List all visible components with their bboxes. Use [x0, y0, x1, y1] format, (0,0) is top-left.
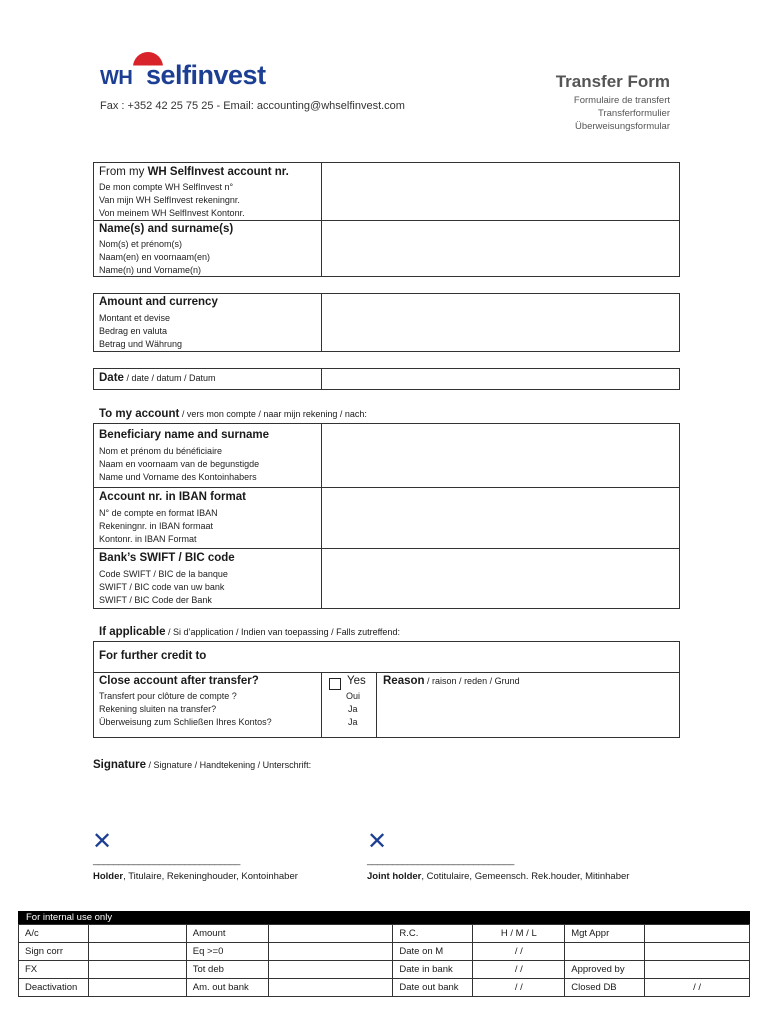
date-box [93, 368, 680, 390]
beneficiary-fr: Nom et prénom du bénéficiaire [99, 446, 223, 456]
beneficiary-de: Name und Vorname des Kontoinhabers [99, 472, 257, 482]
internal-cell[interactable] [268, 925, 393, 943]
beneficiary-field[interactable] [322, 424, 680, 487]
internal-cell: Mgt Appr [565, 925, 645, 943]
beneficiary-label: Beneficiary name and surname [99, 429, 270, 441]
holder-x-icon: ✕ [92, 828, 113, 855]
internal-row [19, 979, 750, 997]
swift-field[interactable] [322, 549, 680, 609]
internal-cell[interactable] [268, 979, 393, 997]
internal-cell: Deactivation [19, 979, 89, 997]
close-account-nl: Rekening sluiten na transfer? [99, 704, 217, 714]
amount-box [93, 293, 680, 352]
internal-cell[interactable]: / / [473, 943, 565, 961]
beneficiary-nl: Naam en voornaam van de begunstigde [99, 459, 260, 469]
subtitle-fr: Formulaire de transfert [573, 95, 670, 106]
reason-field[interactable] [377, 688, 680, 738]
amount-field[interactable] [322, 294, 680, 352]
yes-label: Yes [347, 675, 366, 687]
internal-use-header: For internal use only [18, 911, 750, 924]
internal-cell[interactable] [88, 979, 186, 997]
internal-cell: Tot deb [186, 961, 268, 979]
names-fr: Nom(s) et prénom(s) [99, 239, 183, 249]
internal-cell: A/c [19, 925, 89, 943]
internal-cell: Sign corr [19, 943, 89, 961]
from-account-de: Von meinem WH SelfInvest Kontonr. [99, 208, 245, 218]
to-account-title: To my account / vers mon compte / naar mijn rekening / nach: [99, 408, 367, 420]
internal-cell: Approved by [565, 961, 645, 979]
names-field[interactable] [322, 221, 680, 277]
internal-cell: Closed DB [565, 979, 645, 997]
joint-holder-label: Joint holder, Cotitulaire, Gemeensch. Rek.houder, Mitinhaber [367, 871, 630, 882]
date-field[interactable] [322, 369, 680, 390]
amount-de: Betrag und Währung [99, 339, 183, 349]
close-account-label: Close account after transfer? [99, 675, 259, 687]
amount-label: Amount and currency [99, 296, 218, 308]
internal-row [19, 925, 750, 943]
internal-cell[interactable]: / / [473, 979, 565, 997]
internal-row [19, 961, 750, 979]
wh-selfinvest-logo [100, 52, 280, 92]
internal-cell[interactable]: / / [645, 979, 750, 997]
logo-wh-text: WH [100, 67, 133, 89]
from-account-fr: De mon compte WH SelfInvest n° [99, 182, 234, 192]
internal-cell: FX [19, 961, 89, 979]
from-account-label: From my WH SelfInvest account nr. [99, 166, 289, 178]
internal-use-table [18, 924, 750, 997]
from-account-nl: Van mijn WH SelfInvest rekeningnr. [99, 195, 240, 205]
date-label: Date / date / datum / Datum [99, 372, 216, 384]
iban-de: Kontonr. in IBAN Format [99, 534, 197, 544]
amount-nl: Bedrag en valuta [99, 326, 168, 336]
names-nl: Naam(en) en voornaam(en) [99, 252, 211, 262]
internal-cell[interactable] [645, 943, 750, 961]
internal-row [19, 943, 750, 961]
internal-cell: Amount [186, 925, 268, 943]
yes-checkbox[interactable] [329, 678, 341, 690]
close-account-de: Überweisung zum Schließen Ihres Kontos? [99, 717, 272, 727]
further-credit-label: For further credit to [99, 650, 207, 662]
names-de: Name(n) und Vorname(n) [99, 265, 202, 275]
reason-label: Reason / raison / reden / Grund [383, 675, 520, 687]
internal-cell[interactable]: / / [473, 961, 565, 979]
yes-de: Ja [348, 717, 358, 727]
swift-fr: Code SWIFT / BIC de la banque [99, 569, 228, 579]
amount-fr: Montant et devise [99, 313, 171, 323]
to-account-box [93, 423, 680, 609]
joint-holder-x-icon: ✕ [367, 828, 388, 855]
internal-cell: Date on M [393, 943, 473, 961]
internal-cell: R.C. [393, 925, 473, 943]
from-account-field[interactable] [322, 163, 680, 220]
fax-email-line: Fax : +352 42 25 75 25 - Email: accounting@whselfinvest.com [100, 100, 405, 112]
logo-selfinvest-text: selfinvest [146, 60, 266, 90]
signature-title: Signature / Signature / Handtekening / Unterschrift: [93, 759, 312, 771]
holder-signature-line[interactable]: _____________________________ [93, 855, 240, 866]
internal-cell[interactable]: H / M / L [473, 925, 565, 943]
yes-fr: Oui [346, 691, 361, 701]
subtitle-nl: Transferformulier [598, 108, 670, 119]
internal-cell: Eq >=0 [186, 943, 268, 961]
internal-cell[interactable] [645, 961, 750, 979]
iban-nl: Rekeningnr. in IBAN formaat [99, 521, 214, 531]
internal-cell[interactable] [268, 961, 393, 979]
internal-cell [565, 943, 645, 961]
internal-cell: Am. out bank [186, 979, 268, 997]
swift-label: Bank’s SWIFT / BIC code [99, 552, 235, 564]
joint-holder-signature-line[interactable]: _____________________________ [367, 855, 514, 866]
if-applicable-box [93, 641, 680, 738]
subtitle-de: Überweisungsformular [574, 121, 670, 132]
iban-field[interactable] [322, 488, 680, 548]
internal-cell[interactable] [88, 925, 186, 943]
iban-fr: N° de compte en format IBAN [99, 508, 218, 518]
further-credit-field[interactable] [274, 642, 680, 672]
holder-label: Holder, Titulaire, Rekeninghouder, Kontoinhaber [93, 871, 298, 882]
internal-cell[interactable] [88, 943, 186, 961]
internal-cell: Date in bank [393, 961, 473, 979]
internal-cell[interactable] [645, 925, 750, 943]
swift-de: SWIFT / BIC Code der Bank [99, 595, 212, 605]
internal-cell: Date out bank [393, 979, 473, 997]
from-account-box [93, 162, 680, 277]
form-title: Transfer Form [555, 72, 670, 91]
swift-nl: SWIFT / BIC code van uw bank [99, 582, 225, 592]
iban-label: Account nr. in IBAN format [99, 491, 246, 503]
close-account-fr: Transfert pour clôture de compte ? [99, 691, 237, 701]
internal-cell[interactable] [268, 943, 393, 961]
yes-nl: Ja [348, 704, 358, 714]
if-applicable-title: If applicable / Si d’application / Indien van toepassing / Falls zutreffend: [99, 626, 400, 638]
names-label: Name(s) and surname(s) [99, 223, 234, 235]
internal-cell[interactable] [88, 961, 186, 979]
